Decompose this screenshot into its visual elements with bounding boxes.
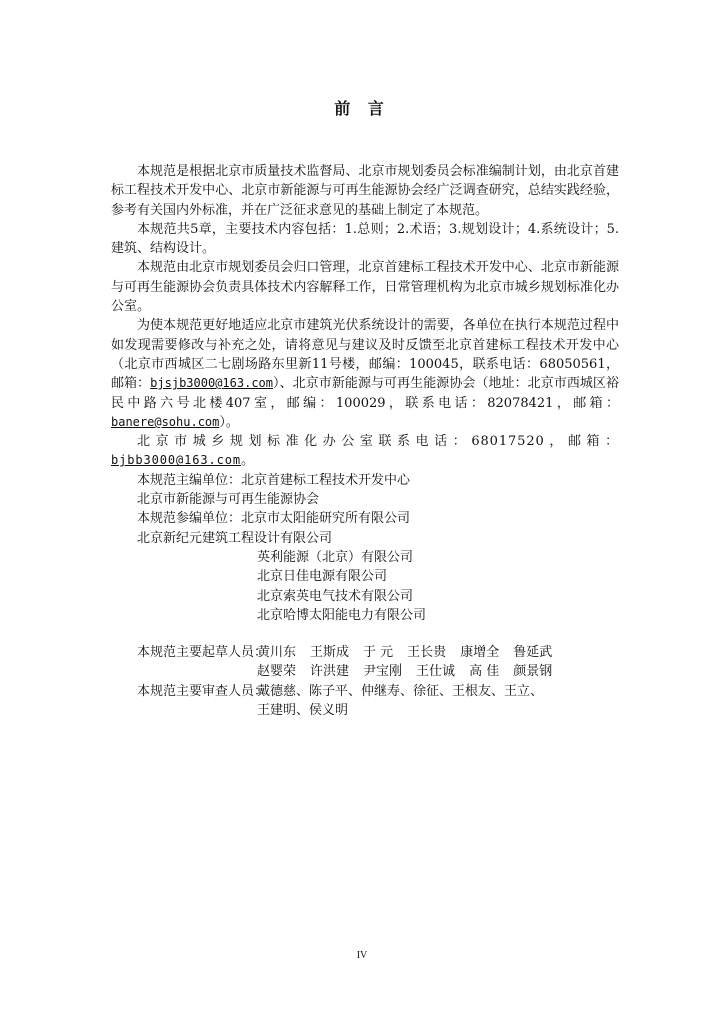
paragraph-office-contact (111, 432, 619, 471)
participating-unit: 北京哈博太阳能电力有限公司 (257, 607, 427, 623)
drafter-name: 王仕诚 (416, 664, 456, 680)
office-contact-end: 。 (241, 453, 255, 469)
drafter-name: 王长贵 (407, 645, 447, 661)
drafter-name: 赵婴荣 (257, 664, 297, 680)
feedback-text-a: 为使本规范更好地适应北京市建筑光伏系统设计的需要，各单位在执行本规范过程中如发现需要修改与补充之处，请将意见与建议及时反馈至北京首建标工程技术开发中心（北京市西城区二七剧场路东里新11号楼，邮编：100045，联系电话：68050561，邮箱： (111, 318, 619, 392)
paragraph-management: 本规范由北京市规划委员会归口管理，北京首建标工程技术开发中心、北京市新能源与可再生能源协会负责具体技术内容解释工作，日常管理机构为北京市城乡规划标准化办公室。 (111, 260, 619, 315)
reviewers-names-row1: 戴德慈、陈子平、仲继寿、徐征、王根友、王立、 (257, 683, 544, 699)
drafter-name: 尹宝刚 (363, 664, 403, 680)
drafter-name: 于 元 (363, 645, 394, 661)
drafter-name: 颜景钢 (513, 664, 553, 680)
email-link-bjsjb[interactable]: bjsjb3000@163.com (150, 376, 273, 391)
office-contact-text: 北京市城乡规划标准化办公室联系电话：68017520，邮箱： (137, 434, 619, 450)
feedback-text-c: ）。 (219, 414, 239, 430)
reviewers-row (111, 682, 619, 701)
drafter-name: 王斯成 (310, 645, 350, 661)
participating-unit: 英利能源（北京）有限公司 (257, 549, 414, 565)
preface-body (111, 162, 619, 720)
drafters-names-row1 (257, 643, 619, 662)
page-number: IV (356, 950, 368, 961)
participating-line: 本规范参编单位：北京市太阳能研究所有限公司 (137, 511, 411, 527)
reviewers-names-row2: 王建明、侯义明 (257, 703, 349, 719)
staff-label-spacer (111, 662, 257, 681)
section-gap (111, 625, 619, 643)
drafters-row-2 (111, 662, 619, 681)
drafter-name: 康增全 (460, 645, 500, 661)
feedback-text-b: ）、北京市新能源与可再生能源协会（地址：北京市西城区裕民中路六号北楼407室，邮编：100029，联系电话：82078421，邮箱： (111, 376, 619, 411)
drafter-name: 许洪建 (310, 664, 350, 680)
reviewers-label: 本规范主要审查人员： (137, 683, 268, 699)
paragraph-contents: 本规范共5章，主要技术内容包括：1.总则；2.术语；3.规划设计；4.系统设计；5.建筑、结构设计。 (111, 221, 619, 257)
drafters-label: 本规范主要起草人员： (137, 645, 268, 661)
chief-editor-second: 北京市新能源与可再生能源协会 (137, 492, 320, 508)
drafter-name: 鲁延武 (513, 645, 553, 661)
staff-label-spacer (111, 701, 257, 720)
page-title: 前 言 (334, 99, 390, 118)
drafters-row (111, 643, 619, 662)
drafters-names-row2 (257, 662, 619, 681)
participating-unit: 北京新纪元建筑工程设计有限公司 (137, 530, 333, 546)
reviewers-row-2 (111, 701, 619, 720)
drafter-name: 黄川东 (257, 645, 297, 661)
drafter-name: 高 佳 (469, 664, 500, 680)
email-link-banere[interactable]: banere@sohu.com (111, 414, 220, 429)
paragraph-basis: 本规范是根据北京市质量技术监督局、北京市规划委员会标准编制计划，由北京首建标工程技术开发中心、北京市新能源与可再生能源协会经广泛调查研究，总结实践经验，参考有关国内外标准，并在广泛征求意见的基础上制定了本规范。 (111, 164, 619, 218)
paragraph-feedback (111, 316, 619, 432)
participating-unit: 北京日佳电源有限公司 (257, 569, 388, 585)
chief-editor-line: 本规范主编单位：北京首建标工程技术开发中心 (137, 472, 411, 488)
participating-unit: 北京索英电气技术有限公司 (257, 588, 414, 604)
email-link-bjbb[interactable]: bjbb3000@163.com (111, 453, 241, 468)
